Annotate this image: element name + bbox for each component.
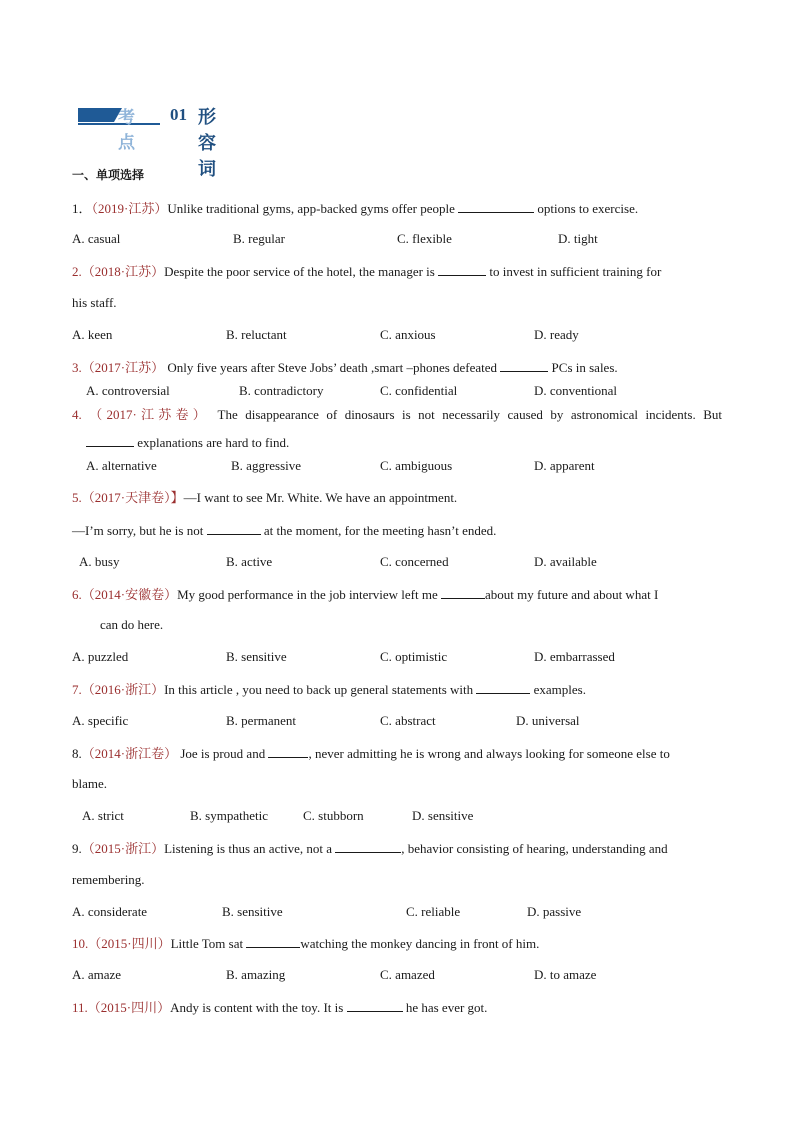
question-source: （2017·天津卷） — [81, 490, 171, 505]
question-source: （2016·浙江） — [81, 682, 165, 697]
question-text: My good performance in the job interview left me — [177, 587, 441, 602]
question-number: 11. — [72, 1000, 88, 1015]
header-label: 考点 — [118, 108, 136, 153]
question-text: —I want to see Mr. White. We have an appointment. — [183, 490, 458, 505]
question-dialogue — [72, 522, 496, 539]
question-number: 5. — [72, 490, 82, 505]
question-text: Joe is proud and — [177, 746, 269, 761]
option[interactable]: D. passive — [527, 904, 582, 919]
answer-blank — [476, 681, 530, 694]
option[interactable]: D. available — [534, 554, 597, 569]
question-number: 2. — [72, 264, 82, 279]
question-2 — [72, 263, 661, 280]
question-source: （2014·浙江卷） — [81, 746, 178, 761]
option[interactable]: C. stubborn — [303, 808, 364, 823]
option[interactable]: D. sensitive — [412, 808, 474, 823]
question-source: （2015·浙江） — [81, 841, 165, 856]
question-source: （2019·江苏） — [91, 201, 168, 216]
option[interactable]: B. amazing — [226, 967, 286, 982]
option[interactable]: A. puzzled — [72, 649, 129, 664]
answer-blank — [335, 840, 401, 853]
option[interactable]: D. conventional — [534, 383, 618, 398]
option[interactable]: A. controversial — [86, 383, 170, 398]
question-text-end: examples. — [530, 682, 586, 697]
question-4 — [72, 407, 722, 423]
option[interactable]: B. sensitive — [226, 649, 287, 664]
question-bracket: 】 — [170, 490, 184, 505]
question-text: Little Tom sat — [170, 936, 247, 951]
question-text-end: , behavior consisting of hearing, understanding and — [401, 841, 668, 856]
question-text-end: explanations are hard to find. — [134, 435, 290, 450]
question-3 — [72, 359, 618, 376]
question-source: （2018·江苏） — [81, 264, 165, 279]
question-text-end: , never admitting he is wrong and always looking for someone else to — [308, 746, 670, 761]
option[interactable]: B. contradictory — [239, 383, 324, 398]
question-number: 3. — [72, 360, 82, 375]
question-number: 10. — [72, 936, 89, 951]
question-source: （2017·江苏卷） — [89, 407, 211, 422]
option[interactable]: B. active — [226, 554, 273, 569]
question-text: —I’m sorry, but he is not — [72, 523, 207, 538]
question-number: 9. — [72, 841, 82, 856]
option[interactable]: B. permanent — [226, 713, 297, 728]
question-text: Andy is content with the toy. It is — [170, 1000, 347, 1015]
option[interactable]: A. strict — [82, 808, 124, 823]
answer-blank — [458, 200, 534, 213]
question-text-end: to invest in sufficient training for — [486, 264, 662, 279]
page-title: 形容词 — [198, 107, 216, 180]
question-text-end: options to exercise. — [534, 201, 639, 216]
answer-blank — [246, 935, 300, 948]
question-continuation — [86, 434, 289, 451]
question-5 — [72, 490, 457, 506]
question-10 — [72, 935, 539, 952]
question-6 — [72, 586, 658, 603]
option[interactable]: D. ready — [534, 327, 579, 342]
question-continuation: can do here. — [100, 617, 164, 632]
question-text: The disappearance of dinosaurs is not necessarily caused by astronomical incidents. But — [217, 407, 722, 422]
question-text-end: about my future and about what I — [485, 587, 659, 602]
option[interactable]: B. aggressive — [231, 458, 302, 473]
question-text: In this article , you need to back up general statements with — [164, 682, 477, 697]
option[interactable]: D. tight — [558, 231, 598, 246]
option[interactable]: D. universal — [516, 713, 580, 728]
question-text: Listening is thus an active, not a — [164, 841, 336, 856]
question-source: （2015·四川） — [87, 1000, 171, 1015]
option[interactable]: C. confidential — [380, 383, 458, 398]
option[interactable]: D. apparent — [534, 458, 595, 473]
question-number: 1． — [72, 201, 92, 216]
question-number: 4. — [72, 407, 82, 422]
option[interactable]: A. alternative — [86, 458, 157, 473]
option[interactable]: D. embarrassed — [534, 649, 615, 664]
question-number: 7. — [72, 682, 82, 697]
option[interactable]: C. optimistic — [380, 649, 448, 664]
option[interactable]: B. reluctant — [226, 327, 287, 342]
question-text-end: watching the monkey dancing in front of him. — [300, 936, 540, 951]
question-text: Unlike traditional gyms, app-backed gyms offer people — [167, 201, 459, 216]
answer-blank — [441, 586, 485, 599]
option[interactable]: D. to amaze — [534, 967, 597, 982]
question-8 — [72, 745, 670, 762]
question-text-end: he has ever got. — [402, 1000, 488, 1015]
option[interactable]: B. regular — [233, 231, 285, 246]
question-source: （2015·四川） — [88, 936, 171, 951]
section-title: 一、单项选择 — [72, 168, 145, 182]
option[interactable]: C. amazed — [380, 967, 435, 982]
option[interactable]: C. anxious — [380, 327, 436, 342]
option[interactable]: A. keen — [72, 327, 113, 342]
option[interactable]: C. abstract — [380, 713, 436, 728]
option[interactable]: B. sensitive — [222, 904, 283, 919]
answer-blank — [347, 999, 403, 1012]
question-number: 8. — [72, 746, 82, 761]
header-number: 01 — [170, 105, 187, 124]
option[interactable]: C. flexible — [397, 231, 452, 246]
answer-blank — [86, 434, 134, 447]
option[interactable]: A. specific — [72, 713, 129, 728]
question-continuation: his staff. — [72, 295, 117, 310]
answer-blank — [500, 359, 548, 372]
option[interactable]: A. considerate — [72, 904, 148, 919]
answer-blank — [438, 263, 486, 276]
question-number: 6. — [72, 587, 82, 602]
question-text-end: PCs in sales. — [548, 360, 618, 375]
option[interactable]: C. reliable — [406, 904, 461, 919]
question-11 — [72, 999, 487, 1016]
answer-blank — [268, 745, 308, 758]
option[interactable]: A. busy — [79, 554, 120, 569]
question-continuation: remembering. — [72, 872, 145, 887]
question-text: Despite the poor service of the hotel, the manager is — [164, 264, 439, 279]
question-continuation: blame. — [72, 776, 108, 791]
question-text-end: at the moment, for the meeting hasn’t ended. — [260, 523, 497, 538]
question-source: （2017·江苏） — [81, 360, 165, 375]
option[interactable]: B. sympathetic — [190, 808, 268, 823]
question-1 — [72, 200, 638, 217]
answer-blank — [207, 522, 261, 535]
question-7 — [72, 681, 586, 698]
option[interactable]: C. ambiguous — [380, 458, 453, 473]
option[interactable]: A. casual — [72, 231, 121, 246]
question-9 — [72, 840, 668, 857]
question-text: Only five years after Steve Jobs’ death ,smart –phones defeated — [164, 360, 501, 375]
option[interactable]: A. amaze — [72, 967, 122, 982]
header-bar-decoration — [78, 108, 114, 122]
question-source: （2014·安徽卷） — [81, 587, 178, 602]
option[interactable]: C. concerned — [380, 554, 449, 569]
